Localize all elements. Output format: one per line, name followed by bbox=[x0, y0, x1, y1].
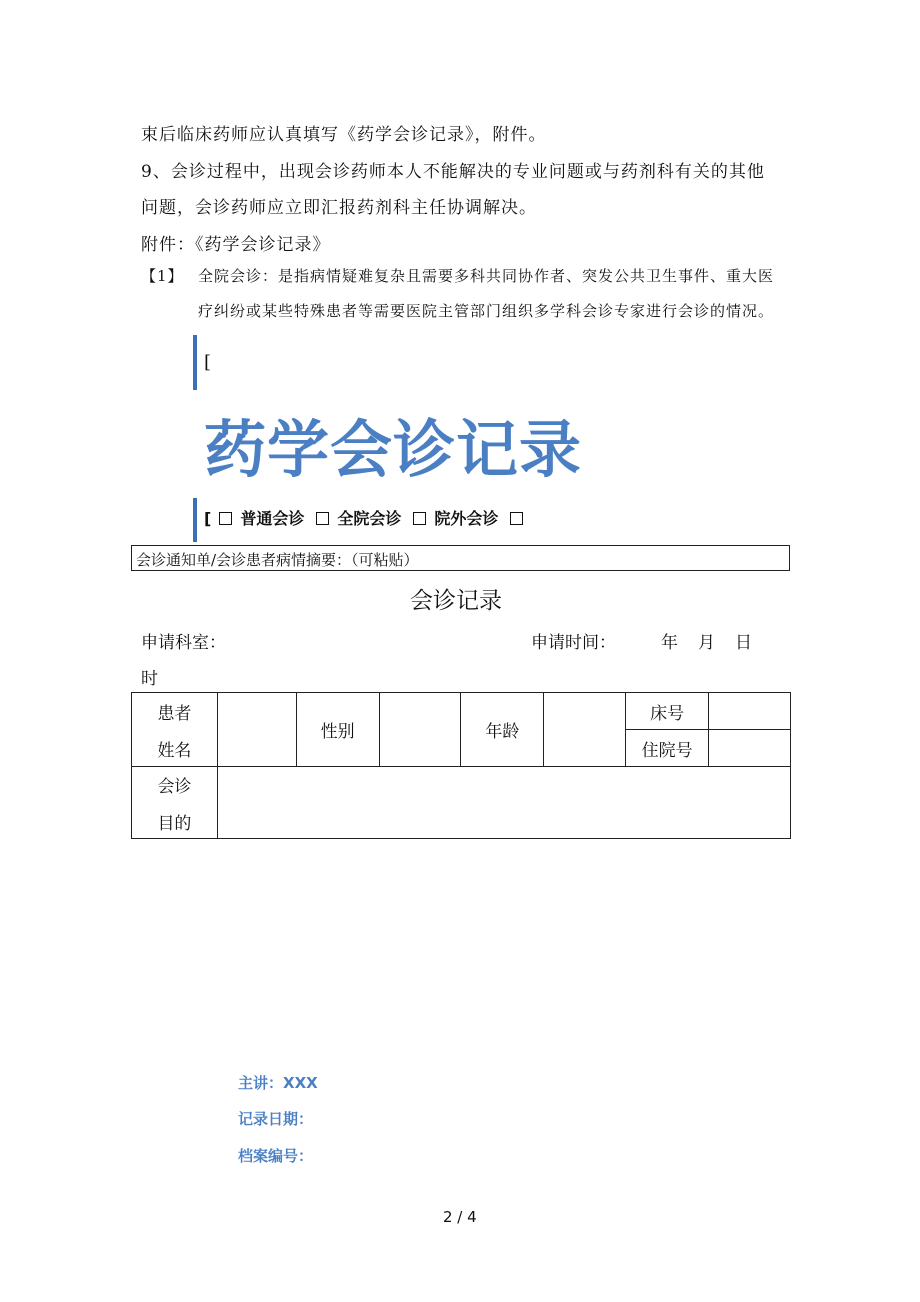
day-label: 日 bbox=[735, 633, 752, 653]
footnote-line: 疗纠纷或某些特殊患者等需要医院主管部门组织多学科会诊专家进行会诊的情况。 bbox=[198, 302, 775, 320]
check-prefix: [ bbox=[204, 509, 212, 528]
patient-name-label: 患者 姓名 bbox=[132, 693, 218, 767]
record-table bbox=[131, 692, 791, 839]
admission-cell[interactable] bbox=[709, 730, 791, 767]
age-cell[interactable] bbox=[544, 693, 626, 767]
paragraph-line: 附件：《药学会诊记录》 bbox=[141, 235, 331, 255]
record-title: 会诊记录 bbox=[410, 588, 502, 614]
month-label: 月 bbox=[698, 633, 715, 653]
archive-no-label: 档案编号： bbox=[238, 1147, 314, 1165]
checkbox[interactable] bbox=[510, 512, 523, 525]
purpose-label: 会诊 目的 bbox=[132, 767, 218, 839]
cover-title: 药学会诊记录 bbox=[204, 413, 583, 486]
sex-cell[interactable] bbox=[379, 693, 461, 767]
patient-name-cell[interactable] bbox=[217, 693, 296, 767]
option-label: 普通会诊 bbox=[240, 509, 305, 528]
sex-label: 性别 bbox=[296, 693, 379, 767]
cover-accent-bar bbox=[193, 335, 197, 390]
age-label: 年龄 bbox=[461, 693, 544, 767]
bed-cell[interactable] bbox=[709, 693, 791, 730]
checkbox[interactable] bbox=[316, 512, 329, 525]
bed-label: 床号 bbox=[626, 693, 709, 730]
dept-label: 申请科室： bbox=[141, 633, 226, 653]
page-number: 2 / 4 bbox=[443, 1208, 477, 1226]
speaker-label: 主讲：XXX bbox=[238, 1074, 318, 1092]
option-label: 全院会诊 bbox=[337, 509, 402, 528]
consult-type-options bbox=[204, 506, 531, 529]
option-label: 院外会诊 bbox=[434, 509, 499, 528]
cover-bracket: [ bbox=[204, 352, 212, 373]
purpose-cell[interactable] bbox=[217, 767, 790, 839]
time-label: 申请时间： bbox=[531, 633, 616, 653]
cover-accent-bar bbox=[193, 498, 197, 542]
hour-label: 时 bbox=[141, 669, 158, 689]
footnote-marker: 【1】 bbox=[141, 267, 184, 285]
paragraph-line: 问题，会诊药师应立即汇报药剂科主任协调解决。 bbox=[141, 198, 537, 218]
year-label: 年 bbox=[661, 633, 678, 653]
admission-label: 住院号 bbox=[626, 730, 709, 767]
paragraph-line: 9、会诊过程中，出现会诊药师本人不能解决的专业问题或与药剂科有关的其他 bbox=[141, 162, 765, 182]
notice-box: 会诊通知单/会诊患者病情摘要：（可粘贴） bbox=[131, 545, 790, 571]
record-date-label: 记录日期： bbox=[238, 1110, 314, 1128]
checkbox[interactable] bbox=[219, 512, 232, 525]
checkbox[interactable] bbox=[413, 512, 426, 525]
paragraph-line: 束后临床药师应认真填写《药学会诊记录》，附件。 bbox=[141, 125, 547, 145]
footnote-line: 全院会诊：是指病情疑难复杂且需要多科共同协作者、突发公共卫生事件、重大医 bbox=[198, 267, 775, 285]
